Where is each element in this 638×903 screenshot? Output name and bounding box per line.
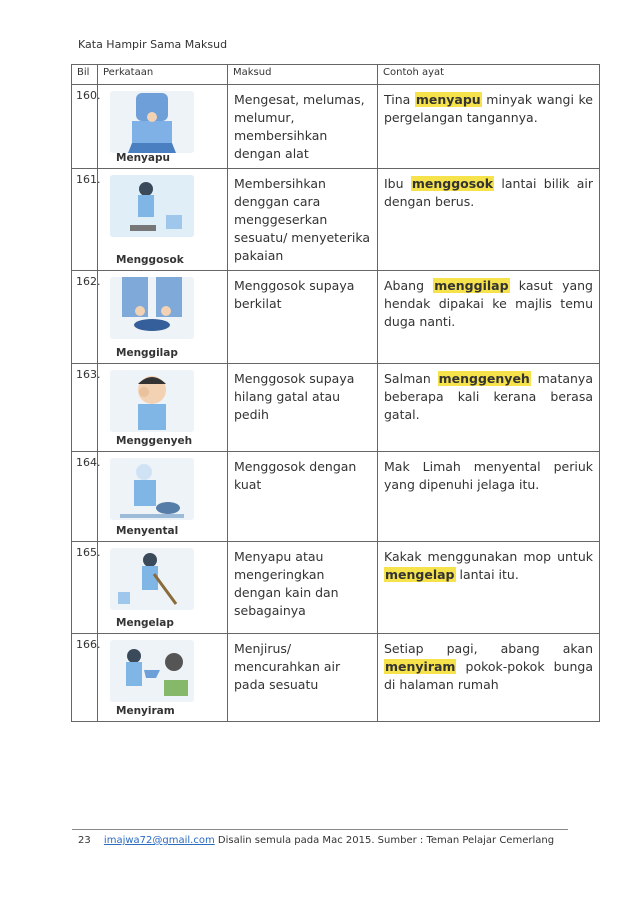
meaning-cell: Membersihkan denggan cara menggeserkan sesuatu/ menyeterika pakaian <box>228 169 378 271</box>
example-text: Ibu <box>384 176 411 191</box>
row-number: 165. <box>72 542 98 634</box>
row-number: 162. <box>72 271 98 364</box>
meaning-cell: Menjirus/ mencurahkan air pada sesuatu <box>228 634 378 722</box>
example-text: kasut yang hendak dipakai ke majlis temu duga nanti. <box>384 278 593 329</box>
meaning-cell: Menggosok supaya hilang gatal atau pedih <box>228 364 378 452</box>
header-meaning: Maksud <box>228 65 378 85</box>
meaning-cell: Menggosok dengan kuat <box>228 452 378 542</box>
highlighted-keyword: mengelap <box>385 567 455 582</box>
row-number: 164. <box>72 452 98 542</box>
example-cell <box>378 169 600 271</box>
example-cell <box>378 542 600 634</box>
example-cell <box>378 85 600 169</box>
example-text: Salman <box>384 371 438 386</box>
table-row <box>72 364 600 452</box>
example-text: Tina <box>384 92 415 107</box>
highlighted-keyword: menyiram <box>385 659 456 674</box>
table-row <box>72 169 600 271</box>
example-cell <box>378 271 600 364</box>
table-row <box>72 85 600 169</box>
table-row <box>72 452 600 542</box>
highlighted-keyword: menggilap <box>434 278 509 293</box>
header-example: Contoh ayat <box>378 65 600 85</box>
word-cell <box>98 452 228 542</box>
example-text: lantai itu. <box>455 567 519 582</box>
page-number: 23 <box>78 835 91 846</box>
row-number: 166. <box>72 634 98 722</box>
girl-mopping-icon <box>110 548 194 610</box>
row-number: 163. <box>72 364 98 452</box>
example-cell <box>378 634 600 722</box>
example-cell <box>378 364 600 452</box>
example-text: Kakak menggunakan mop untuk <box>384 549 593 564</box>
boy-rubbing-eye-icon <box>110 370 194 432</box>
word-cell <box>98 542 228 634</box>
word-caption: Menyental <box>116 525 179 537</box>
example-text: matanya beberapa kali kerana berasa gatal. <box>384 371 593 422</box>
document-title: Kata Hampir Sama Maksud <box>78 38 228 51</box>
example-text: minyak wangi ke pergelangan tangannya. <box>384 92 593 125</box>
word-cell <box>98 634 228 722</box>
word-cell <box>98 85 228 169</box>
table-header-row <box>72 65 600 85</box>
word-caption: Menggosok <box>116 254 184 266</box>
word-caption: Menyiram <box>116 705 175 717</box>
table-row <box>72 542 600 634</box>
meaning-cell: Mengesat, melumas, melumur, membersihkan dengan alat <box>228 85 378 169</box>
meaning-cell: Menggosok supaya berkilat <box>228 271 378 364</box>
vocabulary-table <box>71 64 600 722</box>
source-note: Disalin semula pada Mac 2015. Sumber : Teman Pelajar Cemerlang <box>217 835 555 846</box>
person-scrubbing-icon <box>110 175 194 237</box>
example-text: Mak Limah menyental periuk yang dipenuhi jelaga itu. <box>384 459 593 492</box>
shoe-polishing-icon <box>110 277 194 339</box>
word-caption: Mengelap <box>116 617 174 629</box>
example-text: lantai bilik air dengan berus. <box>384 176 593 209</box>
word-cell <box>98 364 228 452</box>
header-word: Perkataan <box>98 65 228 85</box>
example-cell <box>378 452 600 542</box>
table-row <box>72 634 600 722</box>
author-email-link[interactable]: imajwa72@gmail.com <box>103 835 215 846</box>
word-cell <box>98 271 228 364</box>
example-text: pokok-pokok bunga di halaman rumah <box>384 659 593 692</box>
word-caption: Menggenyeh <box>116 435 193 447</box>
footer-rule <box>72 829 568 830</box>
word-caption: Menggilap <box>116 347 178 359</box>
highlighted-keyword: menggenyeh <box>438 371 530 386</box>
header-no: Bil <box>72 65 98 85</box>
table-row <box>72 271 600 364</box>
footer <box>78 835 554 846</box>
boy-watering-plants-icon <box>110 640 194 702</box>
meaning-cell: Menyapu atau mengeringkan dengan kain dan sebagainya <box>228 542 378 634</box>
row-number: 161. <box>72 169 98 271</box>
person-wiping-icon <box>110 91 194 153</box>
example-text: Abang <box>384 278 434 293</box>
highlighted-keyword: menyapu <box>415 92 481 107</box>
word-cell <box>98 169 228 271</box>
row-number: 160. <box>72 85 98 169</box>
word-caption: Menyapu <box>116 152 170 164</box>
woman-scrubbing-pot-icon <box>110 458 194 520</box>
example-text: Setiap pagi, abang akan <box>384 641 593 656</box>
highlighted-keyword: menggosok <box>411 176 494 191</box>
